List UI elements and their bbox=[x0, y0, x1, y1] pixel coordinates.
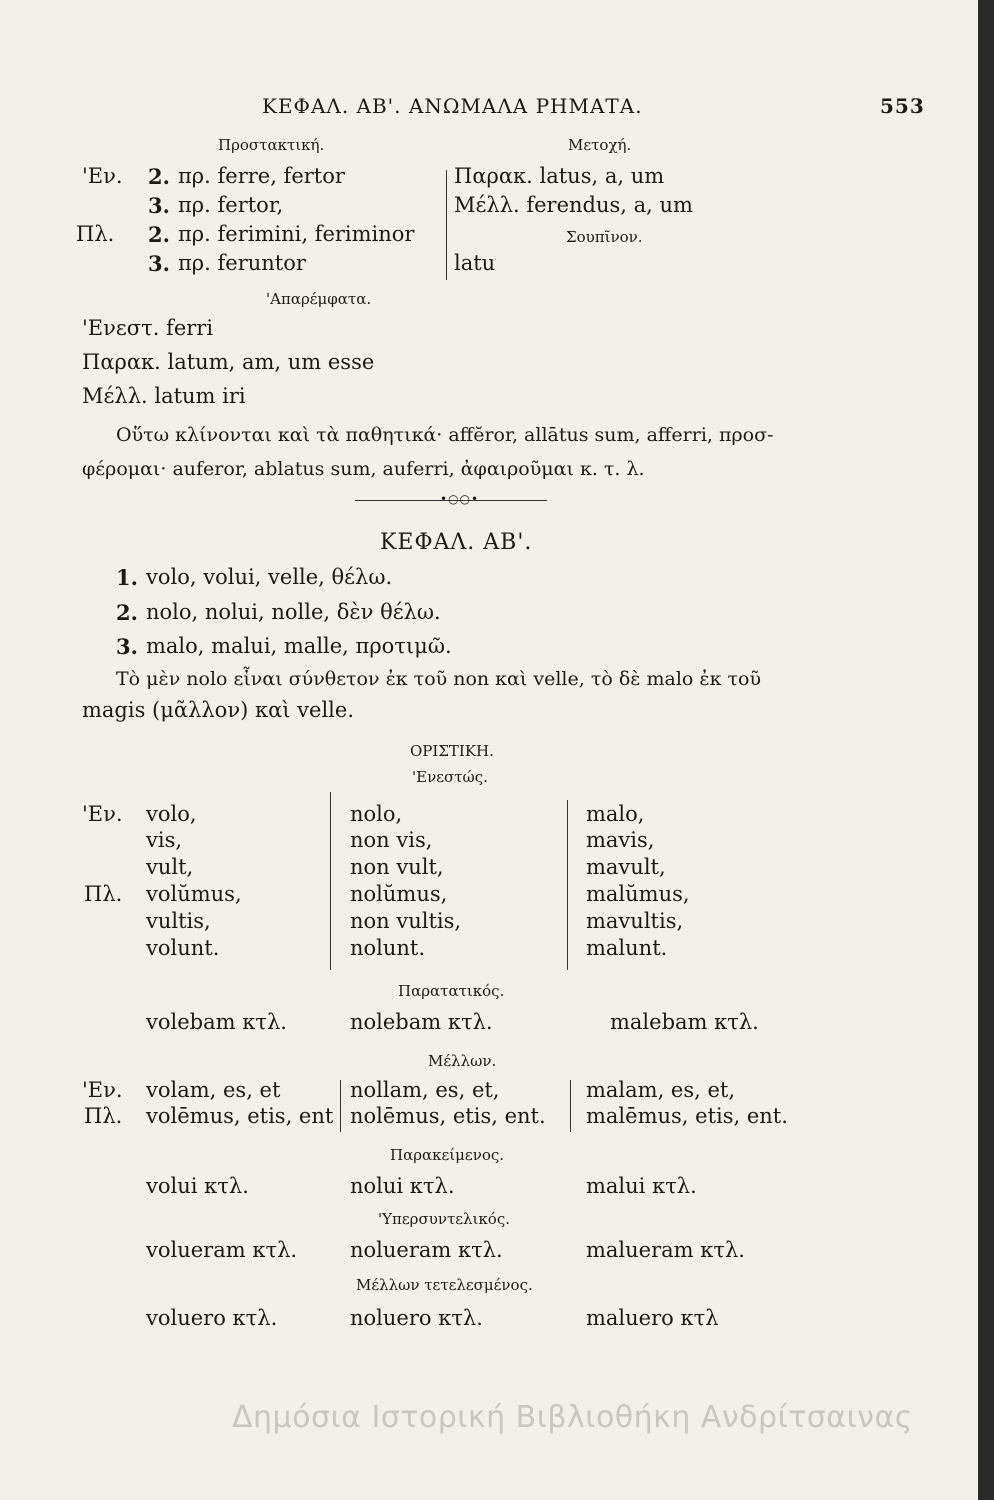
number-prefix: Πλ. bbox=[84, 1104, 123, 1128]
form-cell: noluero κτλ. bbox=[350, 1306, 483, 1330]
library-watermark: Δημόσια Ιστορική Βιβλιοθήκη Ανδρίτσαινας bbox=[232, 1400, 913, 1435]
form-cell: nolebam κτλ. bbox=[350, 1010, 493, 1034]
form-cell: volŭmus, bbox=[146, 882, 242, 906]
indicative-heading: ΟΡΙΣΤΙΚΗ. bbox=[410, 742, 494, 760]
row-text: πρ. ferre, fertor bbox=[178, 164, 345, 188]
form-cell: nolo, bbox=[350, 802, 403, 826]
form-cell: volēmus, etis, ent bbox=[146, 1104, 334, 1128]
item-text: malo, malui, malle, προτιμῶ. bbox=[146, 634, 452, 658]
column-divider bbox=[340, 1080, 341, 1132]
form-cell: volui κτλ. bbox=[146, 1174, 249, 1198]
form-cell: nolunt. bbox=[350, 936, 426, 960]
form-cell: malebam κτλ. bbox=[610, 1010, 759, 1034]
perfect-label: Παρακείμενος. bbox=[390, 1146, 505, 1164]
form-cell: volo, bbox=[146, 802, 197, 826]
imperfect-label: Παρατατικός. bbox=[398, 982, 505, 1000]
form-cell: malo, bbox=[586, 802, 645, 826]
form-cell: nolui κτλ. bbox=[350, 1174, 455, 1198]
form-cell: non vis, bbox=[350, 828, 433, 852]
row-number: 3. bbox=[148, 251, 170, 276]
row-number: 3. bbox=[148, 193, 170, 218]
infinitive-row: Παρακ. latum, am, um esse bbox=[82, 350, 375, 374]
form-cell: malēmus, etis, ent. bbox=[586, 1104, 788, 1128]
column-divider bbox=[330, 792, 331, 970]
row-number: 2. bbox=[148, 164, 170, 189]
form-cell: malunt. bbox=[586, 936, 668, 960]
form-cell: vis, bbox=[146, 828, 183, 852]
form-cell: mavult, bbox=[586, 855, 666, 879]
future-perfect-label: Μέλλων τετελεσμένος. bbox=[356, 1276, 533, 1294]
form-cell: volebam κτλ. bbox=[146, 1010, 287, 1034]
column-divider bbox=[570, 1080, 571, 1132]
infinitive-row: 'Ενεστ. ferri bbox=[82, 316, 214, 340]
scan-edge bbox=[978, 0, 994, 1500]
item-number: 3. bbox=[116, 634, 138, 659]
row-prefix: Πλ. bbox=[76, 222, 115, 246]
form-cell: volueram κτλ. bbox=[146, 1238, 298, 1262]
item-number: 2. bbox=[116, 600, 138, 625]
infinitive-row: Μέλλ. latum iri bbox=[82, 384, 246, 408]
form-cell: non vult, bbox=[350, 855, 444, 879]
form-cell: volunt. bbox=[146, 936, 220, 960]
paragraph-line: magis (μᾶλλον) καὶ velle. bbox=[82, 698, 355, 722]
form-cell: malui κτλ. bbox=[586, 1174, 697, 1198]
form-cell: malŭmus, bbox=[586, 882, 690, 906]
pluperfect-label: 'Υπερσυντελικός. bbox=[378, 1210, 510, 1228]
form-cell: voluero κτλ. bbox=[146, 1306, 278, 1330]
form-cell: vultis, bbox=[146, 909, 211, 933]
participle-row: Μέλλ. ferendus, a, um bbox=[454, 193, 693, 217]
row-prefix: 'Εν. bbox=[82, 164, 123, 188]
number-prefix: 'Εν. bbox=[82, 1078, 123, 1102]
form-cell: vult, bbox=[146, 855, 194, 879]
form-cell: nolŭmus, bbox=[350, 882, 448, 906]
infinitive-label: 'Απαρέμφατα. bbox=[266, 290, 372, 308]
note-line: φέρομαι· auferor, ablatus sum, auferri, ἀφαιροῦμαι κ. τ. λ. bbox=[82, 458, 645, 480]
form-cell: volam, es, et bbox=[146, 1078, 281, 1102]
column-divider bbox=[446, 170, 447, 280]
imperative-label: Προστακτική. bbox=[218, 136, 325, 154]
supine-value: latu bbox=[454, 251, 496, 275]
form-cell: mavultis, bbox=[586, 909, 684, 933]
paragraph-line: Τὸ μὲν nolo εἶναι σύνθετον ἐκ τοῦ non καὶ velle, τὸ δὲ malo ἐκ τοῦ bbox=[116, 668, 761, 690]
form-cell: nolēmus, etis, ent. bbox=[350, 1104, 546, 1128]
participle-row: Παρακ. latus, a, um bbox=[454, 164, 665, 188]
form-cell: malueram κτλ. bbox=[586, 1238, 745, 1262]
note-line: Οὕτω κλίνονται καὶ τὰ παθητικά· affĕror, allātus sum, afferri, προσ- bbox=[116, 424, 774, 446]
row-text: πρ. feruntor bbox=[178, 251, 306, 275]
form-cell: maluero κτλ bbox=[586, 1306, 719, 1330]
form-cell: nolueram κτλ. bbox=[350, 1238, 503, 1262]
number-prefix: Πλ. bbox=[84, 882, 123, 906]
column-divider bbox=[567, 800, 568, 970]
item-text: nolo, nolui, nolle, δὲν θέλω. bbox=[146, 600, 441, 624]
item-number: 1. bbox=[116, 565, 138, 590]
row-text: πρ. fertor, bbox=[178, 193, 284, 217]
form-cell: mavis, bbox=[586, 828, 655, 852]
chapter-title: ΚΕΦΑΛ. ΑΒ'. bbox=[380, 530, 533, 555]
item-text: volo, volui, velle, θέλω. bbox=[146, 565, 393, 589]
supine-label: Σουπῖνον. bbox=[566, 228, 643, 246]
running-header: ΚΕΦΑΛ. ΑΒ'. ΑΝΩΜΑΛΑ ΡΗΜΑΤΑ. bbox=[262, 94, 643, 118]
participle-label: Μετοχή. bbox=[568, 136, 632, 154]
number-prefix: 'Εν. bbox=[82, 802, 123, 826]
form-cell: malam, es, et, bbox=[586, 1078, 736, 1102]
page-number: 553 bbox=[880, 94, 925, 118]
row-text: πρ. ferimini, feriminor bbox=[178, 222, 415, 246]
separator-ornament: •○○• bbox=[440, 492, 480, 506]
row-number: 2. bbox=[148, 222, 170, 247]
form-cell: non vultis, bbox=[350, 909, 462, 933]
present-label: 'Ενεστώς. bbox=[412, 768, 488, 786]
future-label: Μέλλων. bbox=[428, 1052, 497, 1070]
form-cell: nollam, es, et, bbox=[350, 1078, 500, 1102]
